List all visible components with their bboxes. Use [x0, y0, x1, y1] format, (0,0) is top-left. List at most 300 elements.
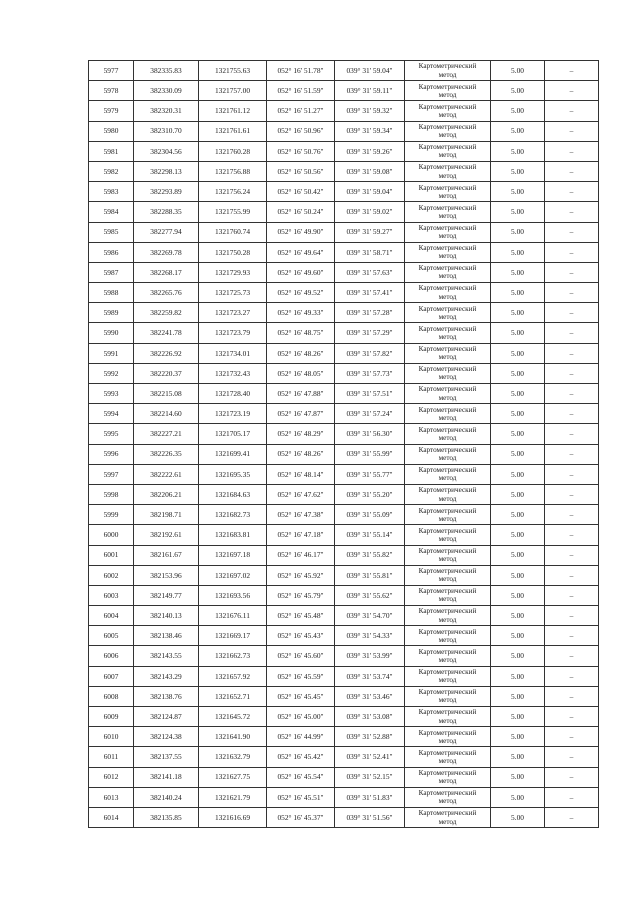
note-cell: – [545, 545, 599, 565]
y-coordinate-cell: 1321627.75 [199, 767, 267, 787]
y-coordinate-cell: 1321728.40 [199, 384, 267, 404]
latitude-cell: 052° 16' 50.56" [267, 161, 335, 181]
x-coordinate-cell: 382143.29 [134, 666, 199, 686]
note-cell: – [545, 323, 599, 343]
accuracy-cell: 5.00 [491, 242, 545, 262]
y-coordinate-cell: 1321732.43 [199, 363, 267, 383]
table-row [89, 484, 599, 504]
method-line2: метод [438, 292, 457, 301]
method-cell [405, 525, 491, 545]
method-cell [405, 646, 491, 666]
note-cell: – [545, 707, 599, 727]
method-line1: Картометрический [418, 425, 477, 434]
y-coordinate-cell: 1321641.90 [199, 727, 267, 747]
x-coordinate-cell: 382124.87 [134, 707, 199, 727]
point-number-cell: 5998 [89, 484, 134, 504]
point-number-cell: 6011 [89, 747, 134, 767]
longitude-cell: 039° 31' 57.28" [335, 303, 405, 323]
method-cell [405, 141, 491, 161]
longitude-cell: 039° 31' 55.62" [335, 585, 405, 605]
note-cell: – [545, 384, 599, 404]
method-line2: метод [438, 756, 457, 765]
latitude-cell: 052° 16' 51.59" [267, 81, 335, 101]
longitude-cell: 039° 31' 57.82" [335, 343, 405, 363]
x-coordinate-cell: 382227.21 [134, 424, 199, 444]
method-cell [405, 545, 491, 565]
note-cell: – [545, 242, 599, 262]
coordinates-table-container [88, 60, 598, 828]
latitude-cell: 052° 16' 45.59" [267, 666, 335, 686]
table-row [89, 161, 599, 181]
method-cell [405, 464, 491, 484]
method-cell [405, 606, 491, 626]
longitude-cell: 039° 31' 51.56" [335, 807, 405, 827]
accuracy-cell: 5.00 [491, 606, 545, 626]
y-coordinate-cell: 1321760.28 [199, 141, 267, 161]
method-cell [405, 484, 491, 504]
method-cell [405, 202, 491, 222]
x-coordinate-cell: 382206.21 [134, 484, 199, 504]
point-number-cell: 6008 [89, 686, 134, 706]
method-line2: метод [438, 131, 457, 140]
accuracy-cell: 5.00 [491, 343, 545, 363]
y-coordinate-cell: 1321755.99 [199, 202, 267, 222]
note-cell: – [545, 303, 599, 323]
table-row [89, 444, 599, 464]
point-number-cell: 6004 [89, 606, 134, 626]
note-cell: – [545, 202, 599, 222]
y-coordinate-cell: 1321662.73 [199, 646, 267, 666]
latitude-cell: 052° 16' 47.38" [267, 505, 335, 525]
method-cell [405, 727, 491, 747]
y-coordinate-cell: 1321676.11 [199, 606, 267, 626]
method-cell [405, 101, 491, 121]
table-row [89, 626, 599, 646]
x-coordinate-cell: 382214.60 [134, 404, 199, 424]
y-coordinate-cell: 1321684.63 [199, 484, 267, 504]
method-line2: метод [438, 797, 457, 806]
x-coordinate-cell: 382138.46 [134, 626, 199, 646]
method-line2: метод [438, 494, 457, 503]
longitude-cell: 039° 31' 52.88" [335, 727, 405, 747]
x-coordinate-cell: 382265.76 [134, 283, 199, 303]
latitude-cell: 052° 16' 50.24" [267, 202, 335, 222]
longitude-cell: 039° 31' 52.41" [335, 747, 405, 767]
longitude-cell: 039° 31' 53.74" [335, 666, 405, 686]
point-number-cell: 5980 [89, 121, 134, 141]
note-cell: – [545, 343, 599, 363]
y-coordinate-cell: 1321697.02 [199, 565, 267, 585]
point-number-cell: 5983 [89, 182, 134, 202]
method-line2: метод [438, 716, 457, 725]
method-line1: Картометрический [418, 567, 477, 576]
method-cell [405, 384, 491, 404]
accuracy-cell: 5.00 [491, 81, 545, 101]
accuracy-cell: 5.00 [491, 161, 545, 181]
method-line2: метод [438, 312, 457, 321]
latitude-cell: 052° 16' 45.60" [267, 646, 335, 666]
method-line2: метод [438, 70, 457, 79]
method-cell [405, 787, 491, 807]
longitude-cell: 039° 31' 55.09" [335, 505, 405, 525]
method-line2: метод [438, 514, 457, 523]
longitude-cell: 039° 31' 55.99" [335, 444, 405, 464]
y-coordinate-cell: 1321699.41 [199, 444, 267, 464]
x-coordinate-cell: 382335.83 [134, 61, 199, 81]
method-line2: метод [438, 252, 457, 261]
table-row [89, 363, 599, 383]
point-number-cell: 5979 [89, 101, 134, 121]
x-coordinate-cell: 382137.55 [134, 747, 199, 767]
accuracy-cell: 5.00 [491, 384, 545, 404]
y-coordinate-cell: 1321760.74 [199, 222, 267, 242]
longitude-cell: 039° 31' 57.51" [335, 384, 405, 404]
method-line2: метод [438, 110, 457, 119]
method-cell [405, 121, 491, 141]
method-line2: метод [438, 454, 457, 463]
longitude-cell: 039° 31' 52.15" [335, 767, 405, 787]
y-coordinate-cell: 1321734.01 [199, 343, 267, 363]
latitude-cell: 052° 16' 47.87" [267, 404, 335, 424]
method-cell [405, 343, 491, 363]
latitude-cell: 052° 16' 45.92" [267, 565, 335, 585]
method-line1: Картометрический [418, 688, 477, 697]
accuracy-cell: 5.00 [491, 61, 545, 81]
point-number-cell: 5995 [89, 424, 134, 444]
note-cell: – [545, 787, 599, 807]
table-row [89, 141, 599, 161]
note-cell: – [545, 363, 599, 383]
y-coordinate-cell: 1321723.79 [199, 323, 267, 343]
latitude-cell: 052° 16' 45.45" [267, 686, 335, 706]
table-row [89, 343, 599, 363]
table-row [89, 787, 599, 807]
accuracy-cell: 5.00 [491, 101, 545, 121]
method-line2: метод [438, 211, 457, 220]
table-row [89, 404, 599, 424]
point-number-cell: 6013 [89, 787, 134, 807]
point-number-cell: 5991 [89, 343, 134, 363]
y-coordinate-cell: 1321750.28 [199, 242, 267, 262]
latitude-cell: 052° 16' 45.48" [267, 606, 335, 626]
x-coordinate-cell: 382192.61 [134, 525, 199, 545]
method-cell [405, 81, 491, 101]
method-line1: Картометрический [418, 405, 477, 414]
note-cell: – [545, 747, 599, 767]
x-coordinate-cell: 382220.37 [134, 363, 199, 383]
table-row [89, 222, 599, 242]
point-number-cell: 6010 [89, 727, 134, 747]
note-cell: – [545, 182, 599, 202]
x-coordinate-cell: 382304.56 [134, 141, 199, 161]
x-coordinate-cell: 382153.96 [134, 565, 199, 585]
note-cell: – [545, 81, 599, 101]
accuracy-cell: 5.00 [491, 767, 545, 787]
method-line1: Картометрический [418, 82, 477, 91]
table-row [89, 666, 599, 686]
method-line2: метод [438, 777, 457, 786]
method-line1: Картометрический [418, 143, 477, 152]
longitude-cell: 039° 31' 57.63" [335, 262, 405, 282]
method-cell [405, 505, 491, 525]
y-coordinate-cell: 1321616.69 [199, 807, 267, 827]
method-line2: метод [438, 555, 457, 564]
y-coordinate-cell: 1321697.18 [199, 545, 267, 565]
method-line1: Картометрический [418, 486, 477, 495]
table-row [89, 384, 599, 404]
method-line1: Картометрический [418, 385, 477, 394]
accuracy-cell: 5.00 [491, 545, 545, 565]
y-coordinate-cell: 1321729.93 [199, 262, 267, 282]
longitude-cell: 039° 31' 59.11" [335, 81, 405, 101]
x-coordinate-cell: 382140.13 [134, 606, 199, 626]
note-cell: – [545, 585, 599, 605]
x-coordinate-cell: 382226.92 [134, 343, 199, 363]
method-line2: метод [438, 676, 457, 685]
latitude-cell: 052° 16' 49.64" [267, 242, 335, 262]
y-coordinate-cell: 1321645.72 [199, 707, 267, 727]
point-number-cell: 6014 [89, 807, 134, 827]
method-line1: Картометрический [418, 526, 477, 535]
method-line1: Картометрический [418, 445, 477, 454]
note-cell: – [545, 161, 599, 181]
longitude-cell: 039° 31' 58.71" [335, 242, 405, 262]
point-number-cell: 5982 [89, 161, 134, 181]
method-line1: Картометрический [418, 365, 477, 374]
latitude-cell: 052° 16' 49.60" [267, 262, 335, 282]
accuracy-cell: 5.00 [491, 686, 545, 706]
accuracy-cell: 5.00 [491, 747, 545, 767]
latitude-cell: 052° 16' 48.26" [267, 444, 335, 464]
longitude-cell: 039° 31' 59.04" [335, 61, 405, 81]
point-number-cell: 6007 [89, 666, 134, 686]
longitude-cell: 039° 31' 51.83" [335, 787, 405, 807]
y-coordinate-cell: 1321757.00 [199, 81, 267, 101]
method-line1: Картометрический [418, 122, 477, 131]
point-number-cell: 5978 [89, 81, 134, 101]
accuracy-cell: 5.00 [491, 707, 545, 727]
note-cell: – [545, 222, 599, 242]
method-cell [405, 807, 491, 827]
latitude-cell: 052° 16' 50.96" [267, 121, 335, 141]
accuracy-cell: 5.00 [491, 202, 545, 222]
latitude-cell: 052° 16' 48.29" [267, 424, 335, 444]
method-line2: метод [438, 232, 457, 241]
method-cell [405, 222, 491, 242]
method-line2: метод [438, 736, 457, 745]
table-row [89, 303, 599, 323]
point-number-cell: 6005 [89, 626, 134, 646]
note-cell: – [545, 141, 599, 161]
note-cell: – [545, 565, 599, 585]
accuracy-cell: 5.00 [491, 222, 545, 242]
note-cell: – [545, 626, 599, 646]
longitude-cell: 039° 31' 53.08" [335, 707, 405, 727]
method-line1: Картометрический [418, 607, 477, 616]
table-row [89, 464, 599, 484]
accuracy-cell: 5.00 [491, 646, 545, 666]
longitude-cell: 039° 31' 59.08" [335, 161, 405, 181]
table-row [89, 61, 599, 81]
method-line2: метод [438, 272, 457, 281]
x-coordinate-cell: 382141.18 [134, 767, 199, 787]
table-row [89, 262, 599, 282]
note-cell: – [545, 121, 599, 141]
latitude-cell: 052° 16' 51.27" [267, 101, 335, 121]
accuracy-cell: 5.00 [491, 404, 545, 424]
method-line1: Картометрический [418, 304, 477, 313]
accuracy-cell: 5.00 [491, 121, 545, 141]
method-line2: метод [438, 696, 457, 705]
note-cell: – [545, 61, 599, 81]
latitude-cell: 052° 16' 45.37" [267, 807, 335, 827]
method-line2: метод [438, 534, 457, 543]
note-cell: – [545, 807, 599, 827]
point-number-cell: 6009 [89, 707, 134, 727]
note-cell: – [545, 464, 599, 484]
x-coordinate-cell: 382241.78 [134, 323, 199, 343]
point-number-cell: 6000 [89, 525, 134, 545]
x-coordinate-cell: 382149.77 [134, 585, 199, 605]
longitude-cell: 039° 31' 56.30" [335, 424, 405, 444]
table-row [89, 202, 599, 222]
point-number-cell: 5994 [89, 404, 134, 424]
accuracy-cell: 5.00 [491, 323, 545, 343]
latitude-cell: 052° 16' 47.18" [267, 525, 335, 545]
longitude-cell: 039° 31' 55.82" [335, 545, 405, 565]
method-line2: метод [438, 656, 457, 665]
table-row [89, 606, 599, 626]
y-coordinate-cell: 1321669.17 [199, 626, 267, 646]
y-coordinate-cell: 1321682.73 [199, 505, 267, 525]
longitude-cell: 039° 31' 59.34" [335, 121, 405, 141]
x-coordinate-cell: 382269.78 [134, 242, 199, 262]
table-row [89, 767, 599, 787]
method-line1: Картометрический [418, 102, 477, 111]
accuracy-cell: 5.00 [491, 141, 545, 161]
y-coordinate-cell: 1321723.19 [199, 404, 267, 424]
method-line1: Картометрический [418, 264, 477, 273]
longitude-cell: 039° 31' 55.14" [335, 525, 405, 545]
method-line2: метод [438, 353, 457, 362]
note-cell: – [545, 686, 599, 706]
accuracy-cell: 5.00 [491, 585, 545, 605]
y-coordinate-cell: 1321683.81 [199, 525, 267, 545]
longitude-cell: 039° 31' 59.27" [335, 222, 405, 242]
longitude-cell: 039° 31' 54.33" [335, 626, 405, 646]
note-cell: – [545, 444, 599, 464]
note-cell: – [545, 424, 599, 444]
method-cell [405, 283, 491, 303]
table-row [89, 686, 599, 706]
note-cell: – [545, 283, 599, 303]
method-cell [405, 424, 491, 444]
y-coordinate-cell: 1321723.27 [199, 303, 267, 323]
y-coordinate-cell: 1321761.61 [199, 121, 267, 141]
longitude-cell: 039° 31' 57.41" [335, 283, 405, 303]
y-coordinate-cell: 1321621.79 [199, 787, 267, 807]
x-coordinate-cell: 382330.09 [134, 81, 199, 101]
point-number-cell: 6006 [89, 646, 134, 666]
x-coordinate-cell: 382298.13 [134, 161, 199, 181]
method-line1: Картометрический [418, 708, 477, 717]
note-cell: – [545, 525, 599, 545]
method-cell [405, 242, 491, 262]
latitude-cell: 052° 16' 44.99" [267, 727, 335, 747]
method-cell [405, 182, 491, 202]
table-row [89, 283, 599, 303]
latitude-cell: 052° 16' 48.14" [267, 464, 335, 484]
note-cell: – [545, 606, 599, 626]
accuracy-cell: 5.00 [491, 525, 545, 545]
accuracy-cell: 5.00 [491, 363, 545, 383]
latitude-cell: 052° 16' 45.54" [267, 767, 335, 787]
method-cell [405, 61, 491, 81]
point-number-cell: 5988 [89, 283, 134, 303]
method-line2: метод [438, 433, 457, 442]
x-coordinate-cell: 382268.17 [134, 262, 199, 282]
method-cell [405, 444, 491, 464]
note-cell: – [545, 101, 599, 121]
method-cell [405, 363, 491, 383]
table-row [89, 182, 599, 202]
y-coordinate-cell: 1321632.79 [199, 747, 267, 767]
longitude-cell: 039° 31' 53.46" [335, 686, 405, 706]
method-cell [405, 666, 491, 686]
y-coordinate-cell: 1321756.24 [199, 182, 267, 202]
latitude-cell: 052° 16' 51.78" [267, 61, 335, 81]
latitude-cell: 052° 16' 48.05" [267, 363, 335, 383]
accuracy-cell: 5.00 [491, 666, 545, 686]
x-coordinate-cell: 382277.94 [134, 222, 199, 242]
table-row [89, 807, 599, 827]
note-cell: – [545, 262, 599, 282]
method-cell [405, 565, 491, 585]
method-cell [405, 262, 491, 282]
x-coordinate-cell: 382226.35 [134, 444, 199, 464]
x-coordinate-cell: 382198.71 [134, 505, 199, 525]
method-line1: Картометрический [418, 324, 477, 333]
accuracy-cell: 5.00 [491, 424, 545, 444]
method-line1: Картометрический [418, 183, 477, 192]
method-line1: Картометрический [418, 223, 477, 232]
latitude-cell: 052° 16' 45.79" [267, 585, 335, 605]
y-coordinate-cell: 1321652.71 [199, 686, 267, 706]
coordinates-table [88, 60, 599, 828]
method-line2: метод [438, 595, 457, 604]
table-row [89, 565, 599, 585]
note-cell: – [545, 666, 599, 686]
latitude-cell: 052° 16' 47.62" [267, 484, 335, 504]
longitude-cell: 039° 31' 59.26" [335, 141, 405, 161]
latitude-cell: 052° 16' 47.88" [267, 384, 335, 404]
method-cell [405, 585, 491, 605]
method-line1: Картометрический [418, 647, 477, 656]
x-coordinate-cell: 382140.24 [134, 787, 199, 807]
point-number-cell: 6012 [89, 767, 134, 787]
y-coordinate-cell: 1321695.35 [199, 464, 267, 484]
accuracy-cell: 5.00 [491, 262, 545, 282]
method-cell [405, 707, 491, 727]
accuracy-cell: 5.00 [491, 787, 545, 807]
method-line1: Картометрический [418, 768, 477, 777]
latitude-cell: 052° 16' 49.52" [267, 283, 335, 303]
note-cell: – [545, 404, 599, 424]
point-number-cell: 5992 [89, 363, 134, 383]
method-line2: метод [438, 393, 457, 402]
x-coordinate-cell: 382288.35 [134, 202, 199, 222]
accuracy-cell: 5.00 [491, 283, 545, 303]
